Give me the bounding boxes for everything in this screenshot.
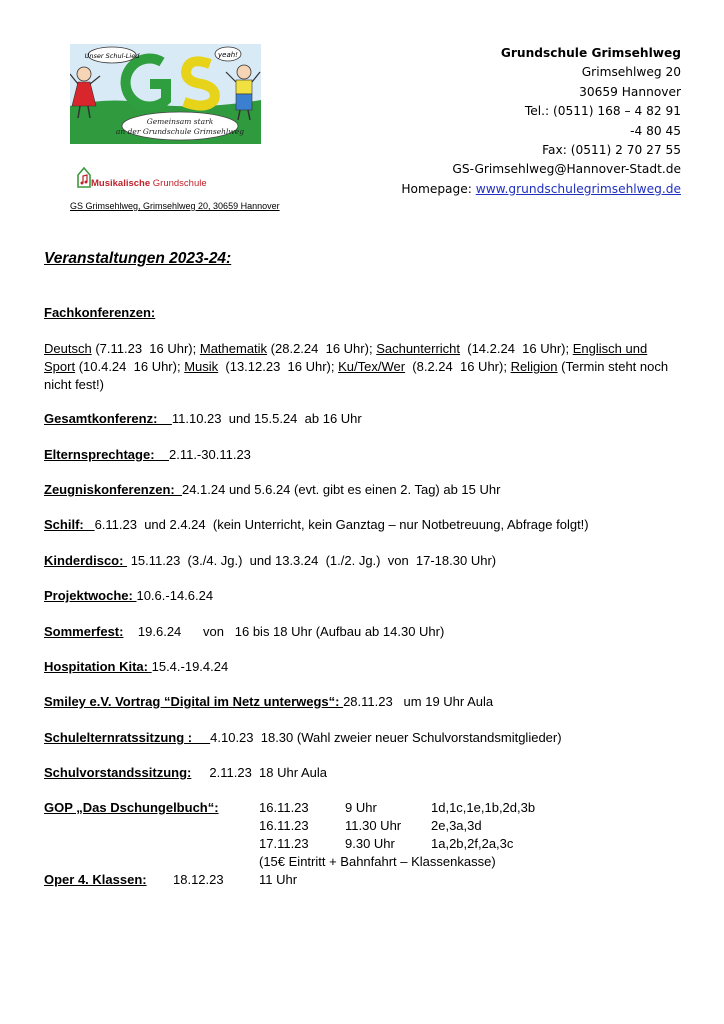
gop-row-2-time: 11.30 Uhr (345, 818, 402, 833)
gop-row-2-date: 16.11.23 (259, 818, 309, 833)
gop-row-3-date: 17.11.23 (259, 836, 309, 851)
email: GS-Grimsehlweg@Hannover-Stadt.de (452, 162, 681, 177)
subject-sachunterricht: Sachunterricht (376, 341, 461, 356)
gop-row-2-classes: 2e,3a,3d (431, 818, 482, 833)
svg-text:Unser Schul-Lied: Unser Schul-Lied (84, 52, 140, 60)
gop-row-1-date: 16.11.23 (259, 800, 309, 815)
music-house-icon (77, 165, 91, 189)
telephone: Tel.: (0511) 168 – 4 82 91 (524, 104, 681, 119)
event-smiley-vortrag: Smiley e.V. Vortrag “Digital im Netz unterwegs“: 28.11.23 um 19 Uhr Aula (44, 694, 494, 709)
gop-row-1-classes: 1d,1c,1e,1b,2d,3b (431, 800, 536, 815)
gop-label: GOP „Das Dschungelbuch“: (44, 800, 219, 815)
homepage: Homepage: www.grundschulegrimsehlweg.de (401, 181, 681, 196)
city: 30659 Hannover (579, 84, 681, 99)
gop-row-3-time: 9.30 Uhr (345, 836, 395, 851)
page-title: Veranstaltungen 2023-24: (44, 250, 232, 267)
music-school-badge (77, 165, 247, 191)
subject-englisch-sport: Englisch und Sport (44, 341, 648, 374)
event-projektwoche: Projektwoche: 10.6.-14.6.24 (44, 588, 214, 603)
event-elternsprechtage: Elternsprechtage: 2.11.-30.11.23 (44, 447, 251, 462)
homepage-link[interactable]: www.grundschulegrimsehlweg.de (475, 181, 681, 196)
street: Grimsehlweg 20 (581, 65, 681, 80)
subject-musik: Musik (184, 359, 219, 374)
svg-text:Gemeinsam stark: Gemeinsam stark (146, 117, 214, 126)
fax: Fax: (0511) 2 70 27 55 (542, 143, 681, 158)
event-kinderdisco: Kinderdisco: 15.11.23 (3./4. Jg.) und 13.3.24 (1./2. Jg.) von 17-18.30 Uhr) (44, 553, 497, 568)
oper-label: Oper 4. Klassen: (44, 872, 147, 887)
school-name: Grundschule Grimsehlweg (500, 46, 681, 60)
oper-date: 18.12.23 (173, 872, 224, 887)
subject-ku-tex-wer: Ku/Tex/Wer (338, 359, 406, 374)
music-school-label: Musikalische Grundschule (91, 178, 207, 189)
oper-time: 11 Uhr (259, 872, 298, 887)
gop-note: (15€ Eintritt + Bahnfahrt – Klassenkasse) (259, 854, 496, 869)
gop-row-3-classes: 1a,2b,2f,2a,3c (431, 836, 514, 851)
subject-religion: Religion (510, 359, 558, 374)
subject-deutsch: Deutsch (44, 341, 92, 356)
event-schilf: Schilf: 6.11.23 und 2.4.24 (kein Unterricht, kein Ganztag – nur Notbetreuung, Abfrage folgt!) (44, 517, 589, 532)
event-schulvorstandssitzung: Schulvorstandssitzung: 2.11.23 18 Uhr Aula (44, 765, 327, 780)
subject-mathematik: Mathematik (199, 341, 268, 356)
gop-row-1-time: 9 Uhr (345, 800, 377, 815)
fachkonferenzen-heading: Fachkonferenzen: (44, 305, 156, 320)
letterhead (401, 44, 681, 199)
svg-text:yeah!: yeah! (218, 51, 238, 59)
svg-text:an der Grundschule Grimsehlweg: an der Grundschule Grimsehlweg (115, 127, 245, 136)
event-sommerfest: Sommerfest: 19.6.24 von 16 bis 18 Uhr (Aufbau ab 14.30 Uhr) (44, 624, 445, 639)
school-logo (70, 44, 261, 144)
event-zeugniskonferenzen: Zeugniskonferenzen: 24.1.24 und 5.6.24 (evt. gibt es einen 2. Tag) ab 15 Uhr (44, 482, 501, 497)
event-schulelternratssitzung: Schulelternratssitzung : 4.10.23 18.30 (Wahl zweier neuer Schulvorstandsmitglieder) (44, 730, 562, 745)
fachkonferenzen-list: Deutsch (7.11.23 16 Uhr); Mathematik (28.2.24 16 Uhr); Sachunterricht (14.2.24 16 Uhr); Englisch und Sport (10.4.24 16 Uhr); Musik (13.12.23 16 Uhr); Ku/Tex/Wer (8.2.24 16 Uhr); Religion (Termin steht noch nicht fest!) (44, 341, 669, 392)
telephone-extension: -4 80 45 (630, 123, 681, 138)
event-gesamtkonferenz: Gesamtkonferenz: 11.10.23 und 15.5.24 ab 16 Uhr (44, 411, 362, 426)
return-address: GS Grimsehlweg, Grimsehlweg 20, 30659 Hannover (70, 201, 280, 211)
event-hospitation-kita: Hospitation Kita: 15.4.-19.4.24 (44, 659, 229, 674)
